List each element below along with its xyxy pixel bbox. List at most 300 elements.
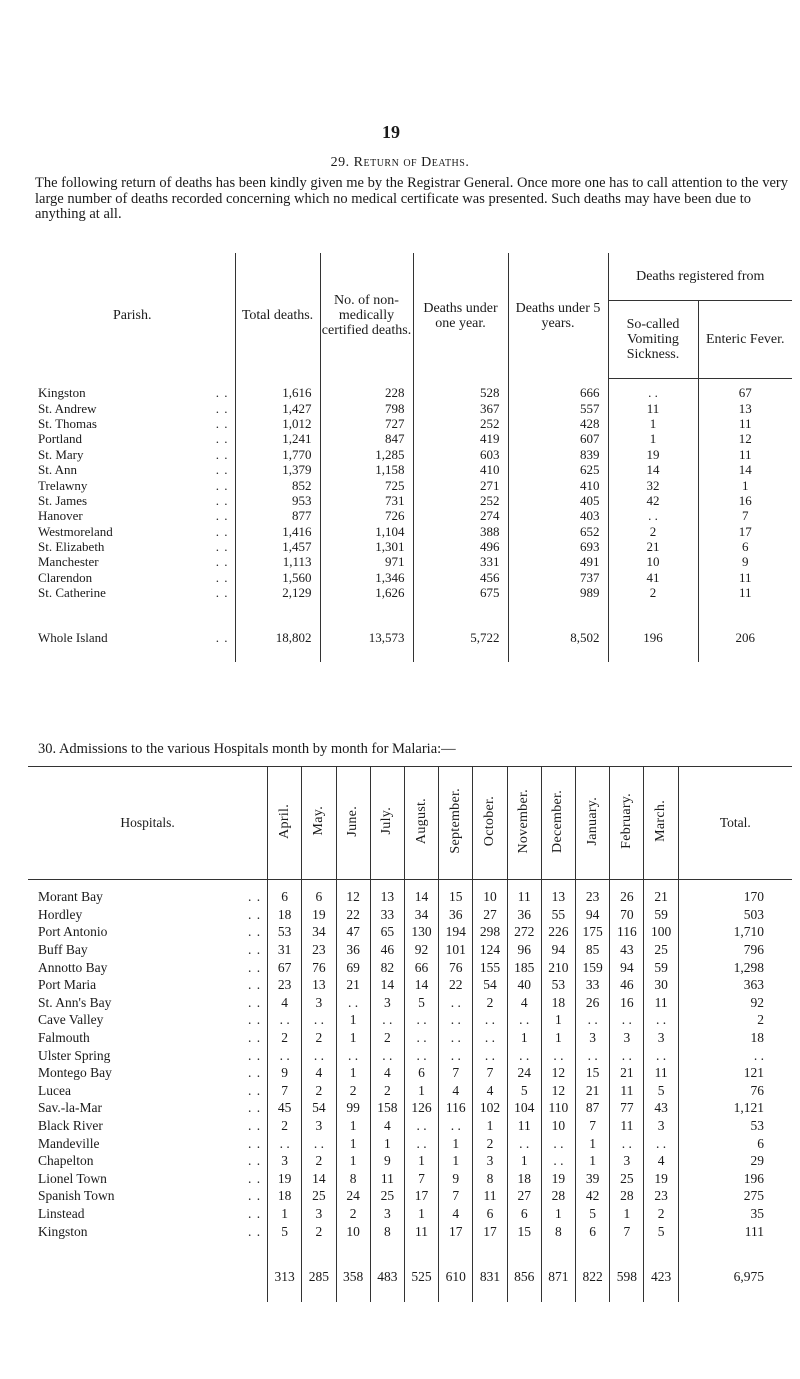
- month-value-cell: . .: [473, 1046, 507, 1064]
- month-value-cell: 2: [268, 1029, 302, 1047]
- month-value-cell: 11: [370, 1170, 404, 1188]
- month-value-cell: 3: [576, 1029, 610, 1047]
- month-value-cell: 18: [541, 994, 575, 1012]
- month-value-cell: 14: [404, 976, 438, 994]
- month-label: August.: [413, 797, 429, 845]
- month-value-cell: 102: [473, 1099, 507, 1117]
- header-month: [473, 767, 507, 880]
- month-value-cell: . .: [473, 1029, 507, 1047]
- hospital-name: Mandeville . .: [28, 1134, 268, 1152]
- header-under-one: Deaths under one year.: [413, 253, 508, 379]
- deaths-table-body: [30, 379, 792, 663]
- under-five-cell: 666: [508, 379, 608, 401]
- month-value-cell: 2: [336, 1082, 370, 1100]
- total-cell: 1,121: [678, 1099, 792, 1117]
- vomiting-sickness-cell: 2: [608, 585, 698, 600]
- under-one-cell: 252: [413, 493, 508, 508]
- month-value-cell: . .: [370, 1011, 404, 1029]
- hospital-name: Port Antonio . .: [28, 923, 268, 941]
- parish-name: Manchester . .: [30, 554, 235, 569]
- month-value-cell: 5: [404, 994, 438, 1012]
- month-value-cell: 226: [541, 923, 575, 941]
- month-value-cell: 1: [268, 1205, 302, 1223]
- vomiting-sickness-cell: 19: [608, 447, 698, 462]
- total-deaths-cell: 1,113: [235, 554, 320, 569]
- under-five-cell: 737: [508, 570, 608, 585]
- month-value-cell: 7: [610, 1222, 644, 1240]
- month-value-cell: . .: [268, 1011, 302, 1029]
- month-value-cell: 175: [576, 923, 610, 941]
- vomiting-sickness-cell: 196: [608, 626, 698, 648]
- under-one-cell: 419: [413, 431, 508, 446]
- month-value-cell: 94: [541, 941, 575, 959]
- month-value-cell: 21: [576, 1082, 610, 1100]
- enteric-fever-cell: 12: [698, 431, 792, 446]
- month-value-cell: . .: [336, 1046, 370, 1064]
- under-five-cell: 607: [508, 431, 608, 446]
- month-value-cell: 483: [370, 1266, 404, 1288]
- month-value-cell: 36: [439, 906, 473, 924]
- enteric-fever-cell: 11: [698, 416, 792, 431]
- month-value-cell: . .: [541, 1152, 575, 1170]
- header-month: [610, 767, 644, 880]
- month-value-cell: 8: [541, 1222, 575, 1240]
- month-value-cell: 856: [507, 1266, 541, 1288]
- month-value-cell: . .: [541, 1134, 575, 1152]
- vomiting-sickness-cell: 41: [608, 570, 698, 585]
- month-value-cell: 70: [610, 906, 644, 924]
- hospital-name: Chapelton . .: [28, 1152, 268, 1170]
- enteric-fever-cell: 11: [698, 570, 792, 585]
- month-value-cell: 15: [576, 1064, 610, 1082]
- month-value-cell: 4: [439, 1205, 473, 1223]
- month-value-cell: 104: [507, 1099, 541, 1117]
- parish-name: Clarendon . .: [30, 570, 235, 585]
- month-value-cell: 100: [644, 923, 678, 941]
- month-value-cell: 10: [336, 1222, 370, 1240]
- hospital-row: [28, 923, 792, 941]
- month-value-cell: 25: [370, 1187, 404, 1205]
- month-value-cell: 55: [541, 906, 575, 924]
- month-value-cell: 82: [370, 958, 404, 976]
- month-value-cell: . .: [439, 1046, 473, 1064]
- month-value-cell: 34: [404, 906, 438, 924]
- hospital-name: Annotto Bay . .: [28, 958, 268, 976]
- month-value-cell: . .: [404, 1117, 438, 1135]
- month-label: January.: [584, 796, 600, 846]
- month-value-cell: 22: [439, 976, 473, 994]
- section-29-heading: 29. Return of Deaths.: [330, 155, 470, 170]
- deaths-table: [30, 253, 792, 662]
- malaria-table: [28, 766, 792, 1302]
- month-value-cell: 4: [302, 1064, 336, 1082]
- under-five-cell: 403: [508, 508, 608, 523]
- enteric-fever-cell: 6: [698, 539, 792, 554]
- month-value-cell: 13: [302, 976, 336, 994]
- month-value-cell: 11: [404, 1222, 438, 1240]
- month-value-cell: 2: [268, 1117, 302, 1135]
- month-value-cell: 39: [576, 1170, 610, 1188]
- total-cell: 363: [678, 976, 792, 994]
- month-value-cell: 11: [507, 1117, 541, 1135]
- month-value-cell: . .: [404, 1011, 438, 1029]
- month-value-cell: 45: [268, 1099, 302, 1117]
- parish-name: St. Mary . .: [30, 447, 235, 462]
- month-value-cell: 7: [439, 1187, 473, 1205]
- vomiting-sickness-cell: 42: [608, 493, 698, 508]
- month-value-cell: 14: [370, 976, 404, 994]
- month-value-cell: 13: [370, 880, 404, 906]
- month-value-cell: . .: [302, 1134, 336, 1152]
- under-five-cell: 557: [508, 400, 608, 415]
- total-cell: 92: [678, 994, 792, 1012]
- month-value-cell: 33: [370, 906, 404, 924]
- header-non-certified: No. of non-medically certified deaths.: [320, 253, 413, 379]
- month-label: July.: [379, 807, 395, 835]
- under-five-cell: 693: [508, 539, 608, 554]
- month-value-cell: 54: [473, 976, 507, 994]
- non-certified-cell: 1,346: [320, 570, 413, 585]
- month-value-cell: 126: [404, 1099, 438, 1117]
- parish-name: St. James . .: [30, 493, 235, 508]
- month-value-cell: 17: [404, 1187, 438, 1205]
- month-value-cell: . .: [439, 1029, 473, 1047]
- month-value-cell: 298: [473, 923, 507, 941]
- month-value-cell: 116: [439, 1099, 473, 1117]
- month-value-cell: 11: [644, 994, 678, 1012]
- month-value-cell: 6: [507, 1205, 541, 1223]
- month-value-cell: . .: [610, 1011, 644, 1029]
- month-value-cell: 15: [507, 1222, 541, 1240]
- header-month: [268, 767, 302, 880]
- month-value-cell: 46: [370, 941, 404, 959]
- month-value-cell: 4: [473, 1082, 507, 1100]
- total-deaths-cell: 1,770: [235, 447, 320, 462]
- month-value-cell: 47: [336, 923, 370, 941]
- month-value-cell: 3: [370, 1205, 404, 1223]
- month-value-cell: . .: [644, 1134, 678, 1152]
- month-label: April.: [276, 803, 292, 839]
- month-value-cell: 3: [302, 1117, 336, 1135]
- month-value-cell: 7: [439, 1064, 473, 1082]
- month-value-cell: 10: [473, 880, 507, 906]
- month-value-cell: . .: [404, 1046, 438, 1064]
- month-value-cell: 40: [507, 976, 541, 994]
- month-value-cell: 2: [302, 1082, 336, 1100]
- month-label: May.: [310, 806, 326, 836]
- non-certified-cell: 1,104: [320, 524, 413, 539]
- month-value-cell: . .: [404, 1134, 438, 1152]
- month-value-cell: . .: [644, 1046, 678, 1064]
- month-value-cell: 76: [439, 958, 473, 976]
- month-value-cell: 210: [541, 958, 575, 976]
- month-value-cell: 25: [610, 1170, 644, 1188]
- header-month: [404, 767, 438, 880]
- hospital-row: [28, 1046, 792, 1064]
- under-one-cell: 388: [413, 524, 508, 539]
- enteric-fever-cell: 17: [698, 524, 792, 539]
- parish-name: St. Andrew . .: [30, 400, 235, 415]
- month-value-cell: 42: [576, 1187, 610, 1205]
- month-value-cell: 21: [610, 1064, 644, 1082]
- month-value-cell: 9: [439, 1170, 473, 1188]
- month-value-cell: 3: [644, 1117, 678, 1135]
- total-deaths-cell: 1,379: [235, 462, 320, 477]
- under-five-cell: 839: [508, 447, 608, 462]
- month-value-cell: . .: [610, 1134, 644, 1152]
- parish-name: St. Thomas . .: [30, 416, 235, 431]
- month-value-cell: 1: [507, 1152, 541, 1170]
- hospital-name: Montego Bay . .: [28, 1064, 268, 1082]
- month-value-cell: . .: [268, 1134, 302, 1152]
- vomiting-sickness-cell: . .: [608, 508, 698, 523]
- month-value-cell: 159: [576, 958, 610, 976]
- under-five-cell: 989: [508, 585, 608, 600]
- month-value-cell: 1: [336, 1029, 370, 1047]
- non-certified-cell: 731: [320, 493, 413, 508]
- parish-row: [30, 524, 792, 539]
- month-value-cell: 33: [576, 976, 610, 994]
- hospital-row: [28, 1082, 792, 1100]
- month-value-cell: 1: [336, 1011, 370, 1029]
- non-certified-cell: 1,626: [320, 585, 413, 600]
- month-value-cell: 24: [336, 1187, 370, 1205]
- non-certified-cell: 1,158: [320, 462, 413, 477]
- enteric-fever-cell: 9: [698, 554, 792, 569]
- month-value-cell: 155: [473, 958, 507, 976]
- enteric-fever-cell: 13: [698, 400, 792, 415]
- month-value-cell: 43: [610, 941, 644, 959]
- spacer-row: [28, 1288, 792, 1302]
- hospital-row: [28, 994, 792, 1012]
- under-five-cell: 410: [508, 477, 608, 492]
- month-value-cell: 6: [302, 880, 336, 906]
- month-value-cell: 30: [644, 976, 678, 994]
- hospital-row: [28, 1099, 792, 1117]
- month-value-cell: 2: [644, 1205, 678, 1223]
- page-number: 19: [382, 122, 400, 142]
- hospital-name: Black River . .: [28, 1117, 268, 1135]
- header-total: Total.: [678, 767, 792, 880]
- enteric-fever-cell: 16: [698, 493, 792, 508]
- under-one-cell: 252: [413, 416, 508, 431]
- parish-name: Whole Island . .: [30, 626, 235, 648]
- under-one-cell: 410: [413, 462, 508, 477]
- hospital-row: [28, 976, 792, 994]
- month-value-cell: 8: [336, 1170, 370, 1188]
- month-value-cell: 3: [370, 994, 404, 1012]
- under-one-cell: 367: [413, 400, 508, 415]
- month-value-cell: 59: [644, 958, 678, 976]
- month-label: February.: [618, 793, 634, 849]
- total-deaths-cell: 852: [235, 477, 320, 492]
- under-five-cell: 405: [508, 493, 608, 508]
- month-value-cell: . .: [439, 1011, 473, 1029]
- parish-name: Trelawny . .: [30, 477, 235, 492]
- month-value-cell: 9: [370, 1152, 404, 1170]
- month-value-cell: . .: [336, 994, 370, 1012]
- vomiting-sickness-cell: 1: [608, 416, 698, 431]
- month-value-cell: 14: [404, 880, 438, 906]
- hospital-name: Lucea . .: [28, 1082, 268, 1100]
- month-value-cell: 22: [336, 906, 370, 924]
- month-value-cell: 8: [473, 1170, 507, 1188]
- total-cell: 2: [678, 1011, 792, 1029]
- non-certified-cell: 228: [320, 379, 413, 401]
- month-value-cell: 4: [439, 1082, 473, 1100]
- total-deaths-cell: 1,457: [235, 539, 320, 554]
- totals-row: [28, 1266, 792, 1288]
- month-value-cell: 116: [610, 923, 644, 941]
- spacer-row: [30, 600, 792, 626]
- month-value-cell: 7: [404, 1170, 438, 1188]
- month-value-cell: 5: [644, 1222, 678, 1240]
- total-deaths-cell: 1,416: [235, 524, 320, 539]
- month-value-cell: . .: [268, 1046, 302, 1064]
- parish-name: Westmoreland . .: [30, 524, 235, 539]
- header-month: [439, 767, 473, 880]
- under-one-cell: 496: [413, 539, 508, 554]
- hospital-row: [28, 880, 792, 906]
- month-value-cell: 23: [268, 976, 302, 994]
- month-value-cell: 27: [473, 906, 507, 924]
- month-value-cell: 1: [507, 1029, 541, 1047]
- header-vomiting-sickness: So-called Vomiting Sickness.: [608, 301, 698, 379]
- vomiting-sickness-cell: 14: [608, 462, 698, 477]
- parish-name: St. Catherine . .: [30, 585, 235, 600]
- month-value-cell: 10: [541, 1117, 575, 1135]
- hospital-name: Sav.-la-Mar . .: [28, 1099, 268, 1117]
- hospital-row: [28, 941, 792, 959]
- hospital-name: Linstead . .: [28, 1205, 268, 1223]
- month-value-cell: 2: [473, 1134, 507, 1152]
- month-value-cell: 11: [507, 880, 541, 906]
- month-value-cell: 36: [507, 906, 541, 924]
- total-cell: 53: [678, 1117, 792, 1135]
- hospital-row: [28, 958, 792, 976]
- month-value-cell: 18: [268, 906, 302, 924]
- non-certified-cell: 727: [320, 416, 413, 431]
- month-value-cell: 11: [610, 1117, 644, 1135]
- vomiting-sickness-cell: 1: [608, 431, 698, 446]
- hospital-row: [28, 1187, 792, 1205]
- month-value-cell: . .: [302, 1046, 336, 1064]
- non-certified-cell: 13,573: [320, 626, 413, 648]
- month-label: October.: [481, 795, 497, 847]
- month-value-cell: . .: [507, 1011, 541, 1029]
- vomiting-sickness-cell: 11: [608, 400, 698, 415]
- header-enteric-fever: Enteric Fever.: [698, 301, 792, 379]
- month-value-cell: 525: [404, 1266, 438, 1288]
- month-value-cell: 11: [473, 1187, 507, 1205]
- month-value-cell: 5: [576, 1205, 610, 1223]
- month-value-cell: 1: [541, 1029, 575, 1047]
- parish-row: [30, 570, 792, 585]
- month-value-cell: 423: [644, 1266, 678, 1288]
- month-value-cell: 2: [370, 1082, 404, 1100]
- month-value-cell: 66: [404, 958, 438, 976]
- total-cell: 29: [678, 1152, 792, 1170]
- vomiting-sickness-cell: 21: [608, 539, 698, 554]
- header-total-deaths: Total deaths.: [235, 253, 320, 379]
- parish-name: Hanover . .: [30, 508, 235, 523]
- month-value-cell: 28: [610, 1187, 644, 1205]
- hospital-name: St. Ann's Bay . .: [28, 994, 268, 1012]
- month-value-cell: 3: [644, 1029, 678, 1047]
- month-value-cell: 5: [644, 1082, 678, 1100]
- month-value-cell: 16: [610, 994, 644, 1012]
- total-cell: 18: [678, 1029, 792, 1047]
- total-cell: 6,975: [678, 1266, 792, 1288]
- parish-row: [30, 508, 792, 523]
- under-one-cell: 528: [413, 379, 508, 401]
- month-value-cell: 285: [302, 1266, 336, 1288]
- month-value-cell: 99: [336, 1099, 370, 1117]
- header-under-five: Deaths under 5 years.: [508, 253, 608, 379]
- under-five-cell: 8,502: [508, 626, 608, 648]
- month-value-cell: 3: [268, 1152, 302, 1170]
- non-certified-cell: 1,301: [320, 539, 413, 554]
- malaria-table-body: [28, 880, 792, 1302]
- header-month: [541, 767, 575, 880]
- month-value-cell: 4: [370, 1117, 404, 1135]
- month-value-cell: 1: [576, 1152, 610, 1170]
- hospital-name: Hordley . .: [28, 906, 268, 924]
- month-value-cell: . .: [576, 1011, 610, 1029]
- month-value-cell: 6: [473, 1205, 507, 1223]
- month-value-cell: 85: [576, 941, 610, 959]
- parish-row: [30, 400, 792, 415]
- vomiting-sickness-cell: . .: [608, 379, 698, 401]
- total-cell: 111: [678, 1222, 792, 1240]
- total-deaths-cell: 2,129: [235, 585, 320, 600]
- hospital-name: Buff Bay . .: [28, 941, 268, 959]
- month-value-cell: 21: [336, 976, 370, 994]
- month-value-cell: 4: [370, 1064, 404, 1082]
- month-value-cell: . .: [644, 1011, 678, 1029]
- month-label: September.: [447, 788, 463, 854]
- month-value-cell: . .: [302, 1011, 336, 1029]
- enteric-fever-cell: 7: [698, 508, 792, 523]
- total-cell: 121: [678, 1064, 792, 1082]
- month-value-cell: 610: [439, 1266, 473, 1288]
- header-month: [576, 767, 610, 880]
- header-month: [370, 767, 404, 880]
- month-value-cell: . .: [439, 994, 473, 1012]
- under-one-cell: 675: [413, 585, 508, 600]
- total-cell: 275: [678, 1187, 792, 1205]
- month-value-cell: 59: [644, 906, 678, 924]
- month-value-cell: 358: [336, 1266, 370, 1288]
- month-value-cell: 8: [370, 1222, 404, 1240]
- month-value-cell: 110: [541, 1099, 575, 1117]
- total-cell: 196: [678, 1170, 792, 1188]
- hospital-name: Falmouth . .: [28, 1029, 268, 1047]
- month-value-cell: 19: [541, 1170, 575, 1188]
- month-value-cell: 36: [336, 941, 370, 959]
- parish-row: [30, 462, 792, 477]
- month-value-cell: 76: [302, 958, 336, 976]
- under-one-cell: 331: [413, 554, 508, 569]
- vomiting-sickness-cell: 10: [608, 554, 698, 569]
- month-value-cell: . .: [404, 1029, 438, 1047]
- total-deaths-cell: 953: [235, 493, 320, 508]
- month-value-cell: 101: [439, 941, 473, 959]
- total-cell: 76: [678, 1082, 792, 1100]
- parish-name: St. Elizabeth . .: [30, 539, 235, 554]
- hospital-row: [28, 906, 792, 924]
- month-value-cell: 96: [507, 941, 541, 959]
